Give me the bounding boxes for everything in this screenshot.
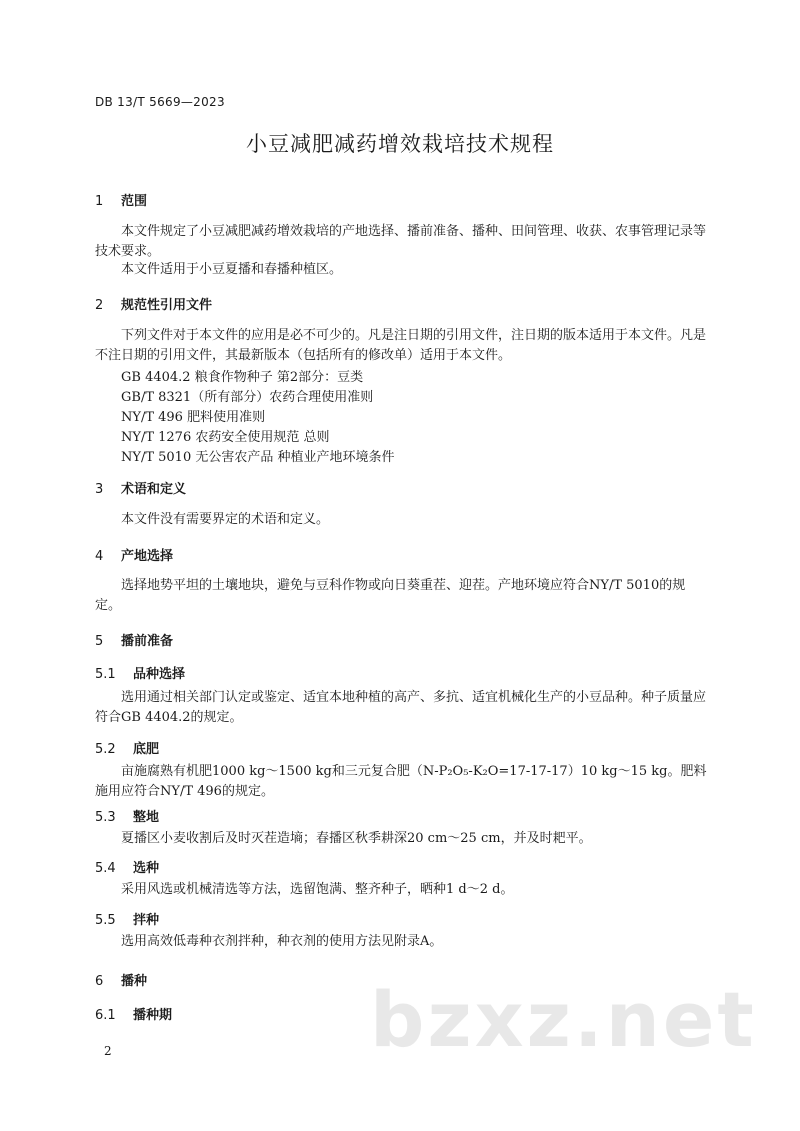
section-4-heading bbox=[95, 545, 173, 564]
section-title: 播前准备 bbox=[121, 634, 174, 649]
section-title: 术语和定义 bbox=[121, 482, 187, 497]
subsection-number: 5.4 bbox=[95, 861, 116, 876]
section-title: 规范性引用文件 bbox=[121, 298, 213, 313]
subsection-5-2-paragraph bbox=[95, 762, 711, 802]
section-2-paragraph-1 bbox=[95, 326, 711, 366]
watermark: bzxz.net bbox=[370, 975, 757, 1064]
subsection-title: 拌种 bbox=[133, 913, 160, 928]
section-4-paragraph-1 bbox=[95, 576, 711, 616]
section-number: 3 bbox=[95, 482, 104, 497]
section-title: 产地选择 bbox=[121, 549, 174, 564]
subsection-6-1-heading bbox=[95, 1004, 172, 1023]
page-number: 2 bbox=[104, 1044, 112, 1058]
section-number: 2 bbox=[95, 298, 104, 313]
reference-item: NY/T 496 肥料使用准则 bbox=[121, 410, 266, 425]
subsection-title: 底肥 bbox=[133, 742, 160, 757]
subsection-5-4-heading bbox=[95, 857, 159, 876]
section-1-paragraph-2 bbox=[95, 260, 711, 280]
paragraph-text: 采用风选或机械清选等方法，选留饱满、整齐种子，晒种1 d～2 d。 bbox=[121, 882, 514, 897]
reference-item: NY/T 5010 无公害农产品 种植业产地环境条件 bbox=[121, 450, 395, 465]
section-3-heading bbox=[95, 478, 186, 497]
paragraph-text: 本文件规定了小豆减肥减药增效栽培的产地选择、播前准备、播种、田间管理、收获、农事管理记录等技术要求。 bbox=[95, 224, 707, 259]
section-6-heading bbox=[95, 970, 147, 989]
section-5-heading bbox=[95, 630, 173, 649]
reference-item: GB 4404.2 粮食作物种子 第2部分：豆类 bbox=[121, 370, 364, 385]
subsection-number: 5.3 bbox=[95, 810, 116, 825]
subsection-number: 6.1 bbox=[95, 1008, 116, 1023]
section-1-paragraph-1 bbox=[95, 222, 711, 262]
section-number: 5 bbox=[95, 634, 104, 649]
paragraph-text: 下列文件对于本文件的应用是必不可少的。凡是注日期的引用文件，注日期的版本适用于本文件。凡是不注日期的引用文件，其最新版本（包括所有的修改单）适用于本文件。 bbox=[95, 328, 707, 363]
paragraph-text: 选择地势平坦的土壤地块，避免与豆科作物或向日葵重茬、迎茬。产地环境应符合NY/T 5010的规定。 bbox=[95, 578, 686, 613]
subsection-5-5-paragraph bbox=[95, 932, 711, 952]
section-title: 范围 bbox=[121, 194, 148, 209]
section-3-paragraph-1 bbox=[95, 510, 711, 530]
subsection-5-2-heading bbox=[95, 738, 159, 757]
paragraph-text: 选用通过相关部门认定或鉴定、适宜本地种植的高产、多抗、适宜机械化生产的小豆品种。种子质量应符合GB 4404.2的规定。 bbox=[95, 690, 707, 725]
subsection-5-5-heading bbox=[95, 909, 159, 928]
subsection-5-1-heading bbox=[95, 663, 185, 682]
paragraph-text: 夏播区小麦收割后及时灭茬造墒；春播区秋季耕深20 cm～25 cm，并及时耙平。 bbox=[121, 831, 592, 846]
section-2-heading bbox=[95, 294, 212, 313]
standard-number: DB 13/T 5669—2023 bbox=[95, 95, 225, 109]
paragraph-text: 本文件没有需要界定的术语和定义。 bbox=[121, 512, 330, 527]
paragraph-text: 选用高效低毒种衣剂拌种，种衣剂的使用方法见附录A。 bbox=[121, 934, 443, 949]
subsection-title: 整地 bbox=[133, 810, 160, 825]
section-number: 6 bbox=[95, 974, 104, 989]
reference-item: NY/T 1276 农药安全使用规范 总则 bbox=[121, 430, 330, 445]
subsection-title: 品种选择 bbox=[133, 667, 186, 682]
document-title: 小豆减肥减药增效栽培技术规程 bbox=[246, 132, 554, 156]
subsection-title: 选种 bbox=[133, 861, 160, 876]
subsection-5-4-paragraph bbox=[95, 880, 711, 900]
subsection-5-3-paragraph bbox=[95, 829, 711, 849]
section-title: 播种 bbox=[121, 974, 148, 989]
reference-item: GB/T 8321（所有部分）农药合理使用准则 bbox=[121, 390, 374, 405]
paragraph-text: 本文件适用于小豆夏播和春播种植区。 bbox=[121, 262, 343, 277]
subsection-number: 5.5 bbox=[95, 913, 116, 928]
subsection-number: 5.1 bbox=[95, 667, 116, 682]
section-number: 4 bbox=[95, 549, 104, 564]
subsection-title: 播种期 bbox=[133, 1008, 173, 1023]
subsection-5-3-heading bbox=[95, 806, 159, 825]
paragraph-text: 亩施腐熟有机肥1000 kg～1500 kg和三元复合肥（N-P₂O₅-K₂O=17-17-17）10 kg～15 kg。肥料施用应符合NY/T 496的规定。 bbox=[95, 764, 707, 799]
subsection-5-1-paragraph bbox=[95, 688, 711, 728]
section-number: 1 bbox=[95, 194, 104, 209]
section-1-heading bbox=[95, 190, 147, 209]
subsection-number: 5.2 bbox=[95, 742, 116, 757]
